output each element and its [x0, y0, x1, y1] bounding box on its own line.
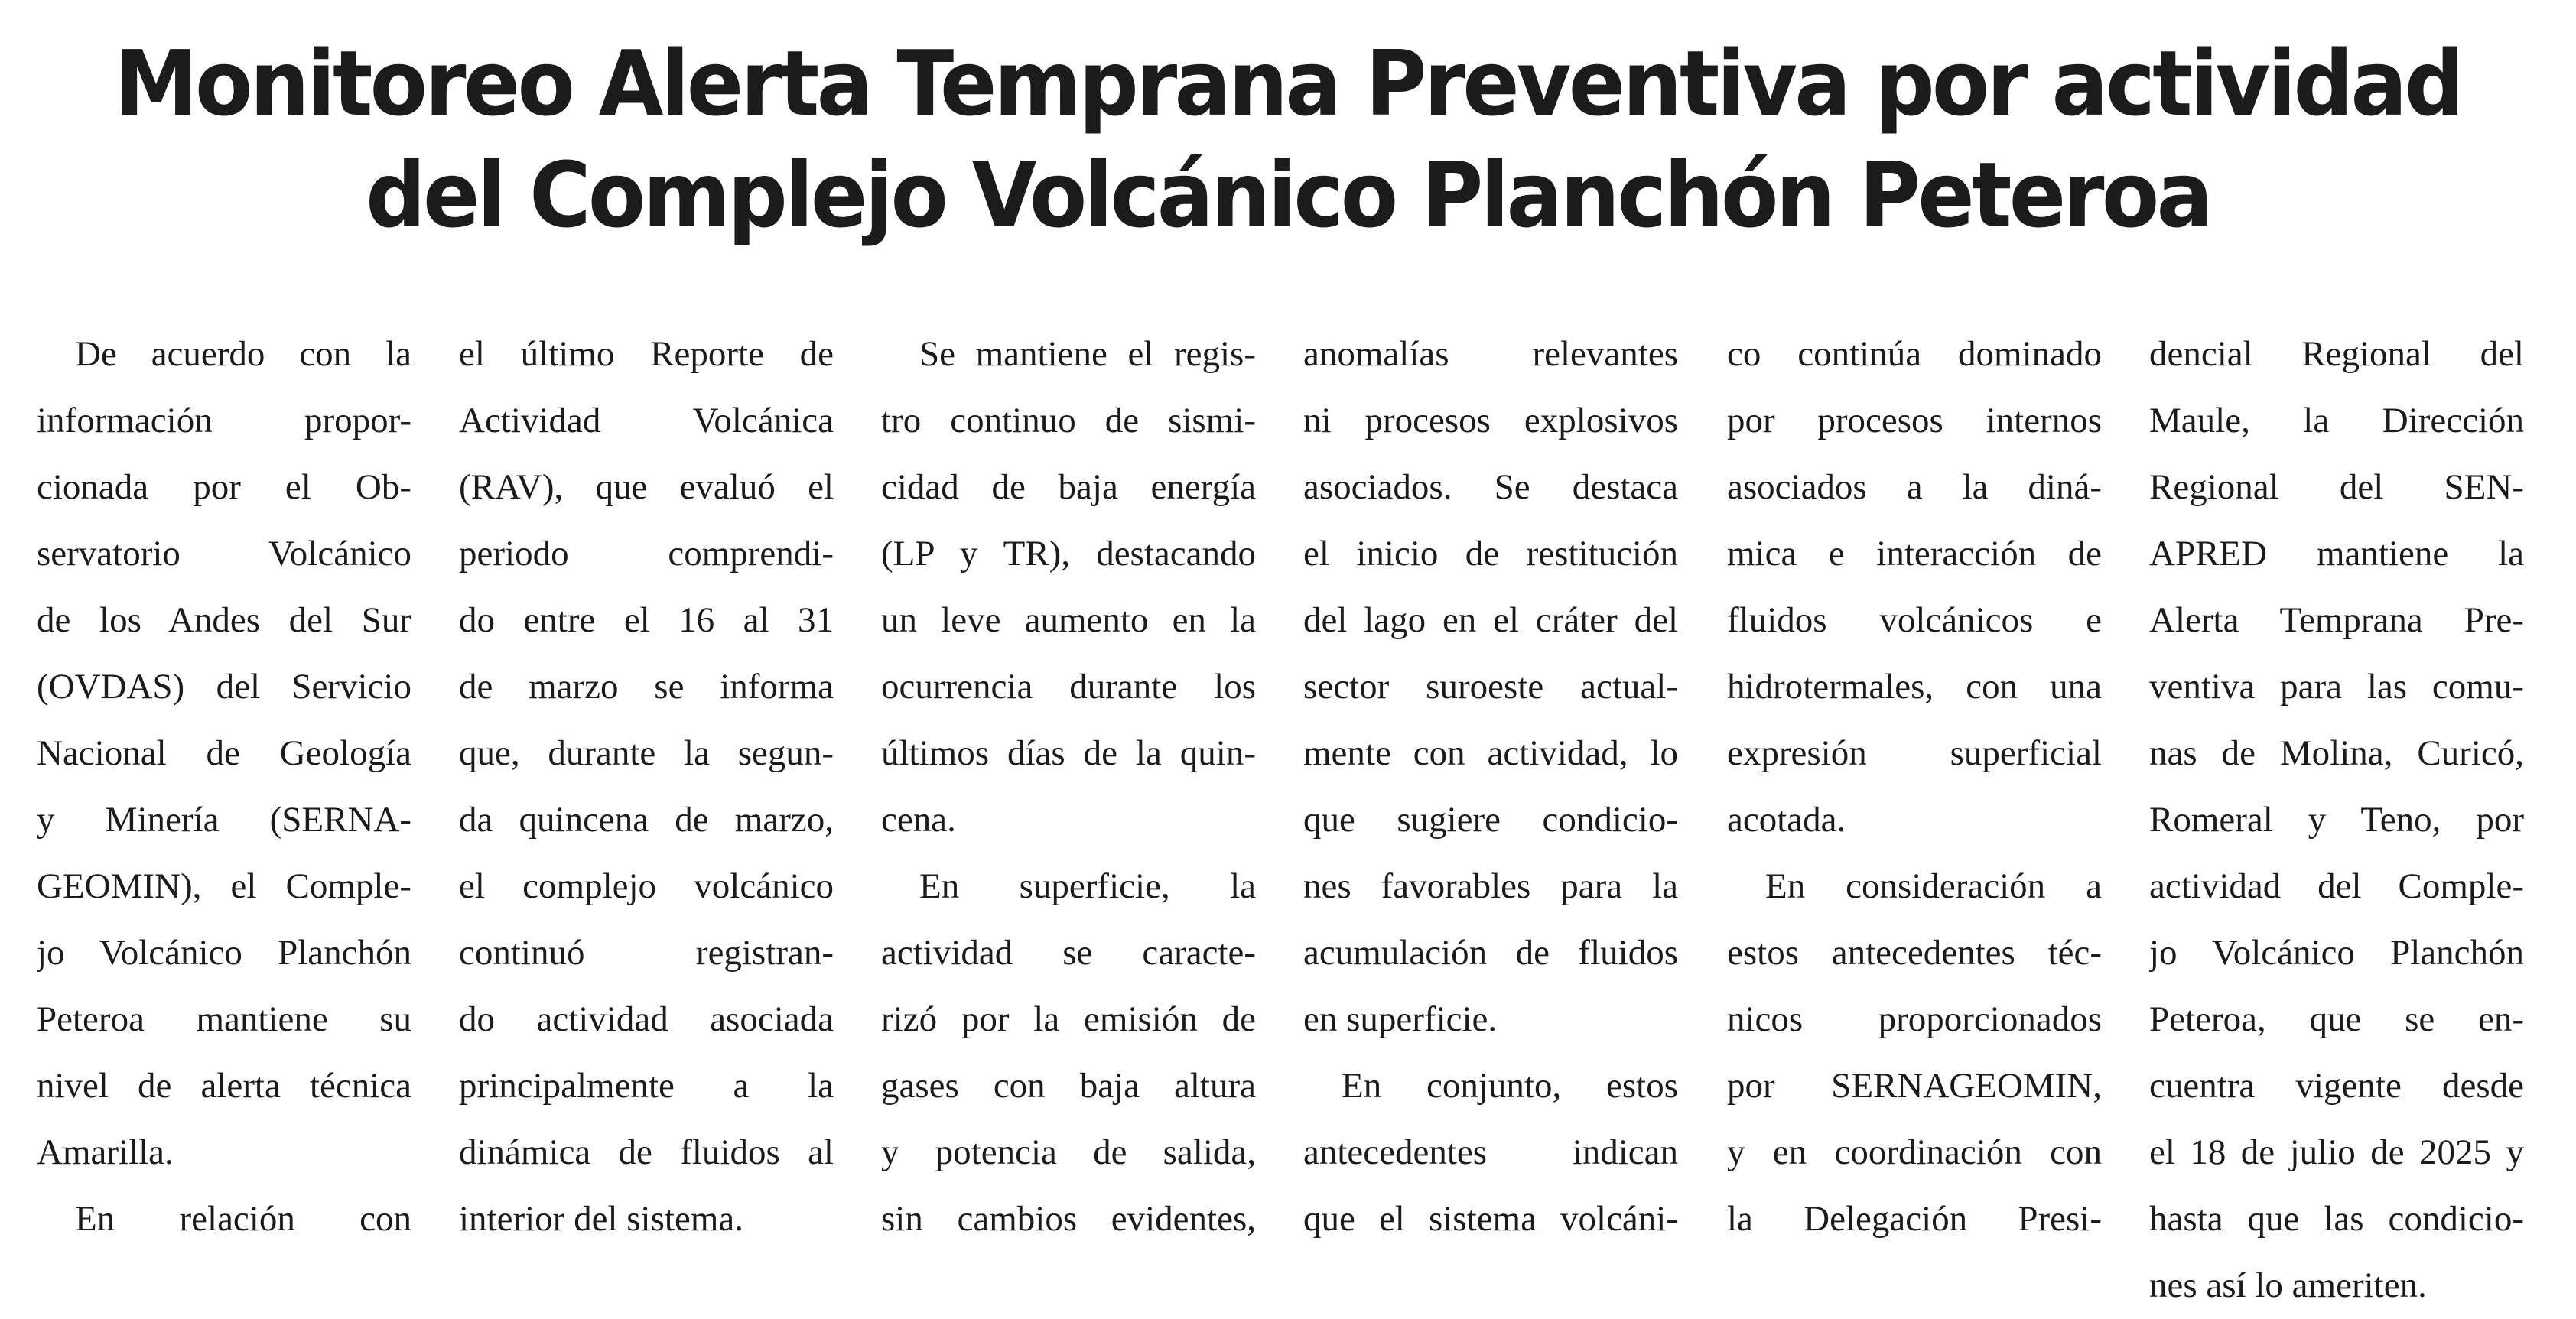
- text-line: co continúa dominado: [1727, 334, 2102, 374]
- text-line: información propor-: [37, 401, 411, 440]
- text-line: (OVDAS) del Servicio: [37, 667, 411, 707]
- text-line: acotada.: [1727, 800, 1846, 840]
- text-line: En relación con: [75, 1199, 411, 1239]
- text-line: nes así lo ameriten.: [2149, 1265, 2427, 1305]
- text-line: acumulación de fluidos: [1303, 933, 1678, 973]
- text-line: que el sistema volcáni-: [1303, 1199, 1678, 1239]
- text-line: (LP y TR), destacando: [881, 534, 1256, 573]
- text-line: nicos proporcionados: [1727, 999, 2102, 1039]
- text-line: Maule, la Dirección: [2149, 401, 2524, 440]
- text-line: gases con baja altura: [881, 1066, 1256, 1106]
- article-headline: [90, 28, 2486, 251]
- text-line: antecedentes indican: [1303, 1132, 1678, 1172]
- text-line: ocurrencia durante los: [881, 667, 1256, 707]
- text-line: un leve aumento en la: [881, 600, 1256, 640]
- headline-line-1: Monitoreo Alerta Temprana Preventiva por actividad: [114, 31, 2462, 136]
- column-3: [881, 321, 1256, 1252]
- text-line: sector suroeste actual-: [1303, 667, 1678, 707]
- text-line: (RAV), que evaluó el: [459, 467, 834, 507]
- text-line: actividad se caracte-: [881, 933, 1256, 973]
- text-line: expresión superficial: [1727, 733, 2102, 773]
- text-line: y Minería (SERNA-: [37, 800, 411, 840]
- text-line: Alerta Temprana Pre-: [2149, 600, 2524, 640]
- text-line: nes favorables para la: [1303, 866, 1678, 906]
- text-line: nas de Molina, Curicó,: [2149, 733, 2524, 773]
- text-line: anomalías relevantes: [1303, 334, 1678, 374]
- text-line: Regional del SEN-: [2149, 467, 2524, 507]
- text-line: asociados a la diná-: [1727, 467, 2102, 507]
- text-line: ventiva para las comu-: [2149, 667, 2524, 707]
- text-line: APRED mantiene la: [2149, 534, 2524, 573]
- text-line: el complejo volcánico: [459, 866, 834, 906]
- text-line: da quincena de marzo,: [459, 800, 834, 840]
- column-5: [1727, 321, 2102, 1252]
- text-line: jo Volcánico Planchón: [2149, 933, 2524, 973]
- text-line: Actividad Volcánica: [459, 401, 834, 440]
- text-line: asociados. Se destaca: [1303, 467, 1678, 507]
- text-line: ni procesos explosivos: [1303, 401, 1678, 440]
- text-line: dencial Regional del: [2149, 334, 2524, 374]
- text-line: dinámica de fluidos al: [459, 1132, 834, 1172]
- text-line: el último Reporte de: [459, 334, 834, 374]
- text-line: periodo comprendi-: [459, 534, 834, 573]
- text-line: el inicio de restitución: [1303, 534, 1678, 573]
- column-4: [1303, 321, 1678, 1252]
- text-line: Nacional de Geología: [37, 733, 411, 773]
- text-line: mente con actividad, lo: [1303, 733, 1678, 773]
- text-line: En superficie, la: [919, 866, 1256, 906]
- article-body: [37, 321, 2553, 1305]
- text-line: hasta que las condicio-: [2149, 1199, 2524, 1239]
- text-line: GEOMIN), el Comple-: [37, 866, 411, 906]
- text-line: Se mantiene el regis-: [919, 334, 1256, 374]
- text-line: principalmente a la: [459, 1066, 834, 1106]
- text-line: en superficie.: [1303, 999, 1498, 1039]
- text-line: estos antecedentes téc-: [1727, 933, 2102, 973]
- text-line: rizó por la emisión de: [881, 999, 1256, 1039]
- column-6: [2149, 321, 2524, 1319]
- text-line: de marzo se informa: [459, 667, 834, 707]
- headline-line-2: del Complejo Volcánico Planchón Peteroa: [366, 142, 2210, 248]
- text-line: interior del sistema.: [459, 1199, 743, 1239]
- text-line: tro continuo de sismi-: [881, 401, 1256, 440]
- text-line: jo Volcánico Planchón: [37, 933, 411, 973]
- text-line: por SERNAGEOMIN,: [1727, 1066, 2102, 1106]
- column-2: [459, 321, 834, 1252]
- text-line: cena.: [881, 800, 956, 840]
- text-line: la Delegación Presi-: [1727, 1199, 2102, 1239]
- text-line: do actividad asociada: [459, 999, 834, 1039]
- column-1: [37, 321, 411, 1252]
- text-line: Peteroa, que se en-: [2149, 999, 2524, 1039]
- text-line: do entre el 16 al 31: [459, 600, 834, 640]
- text-line: el 18 de julio de 2025 y: [2149, 1132, 2524, 1172]
- text-line: y en coordinación con: [1727, 1132, 2102, 1172]
- text-line: de los Andes del Sur: [37, 600, 411, 640]
- text-line: Romeral y Teno, por: [2149, 800, 2524, 840]
- text-line: Amarilla.: [37, 1132, 174, 1172]
- text-line: hidrotermales, con una: [1727, 667, 2102, 707]
- text-line: fluidos volcánicos e: [1727, 600, 2102, 640]
- text-line: cidad de baja energía: [881, 467, 1256, 507]
- text-line: por procesos internos: [1727, 401, 2102, 440]
- text-line: últimos días de la quin-: [881, 733, 1256, 773]
- text-line: servatorio Volcánico: [37, 534, 411, 573]
- text-line: que sugiere condicio-: [1303, 800, 1678, 840]
- text-line: nivel de alerta técnica: [37, 1066, 411, 1106]
- text-line: continuó registran-: [459, 933, 834, 973]
- text-line: sin cambios evidentes,: [881, 1199, 1256, 1239]
- text-line: mica e interacción de: [1727, 534, 2102, 573]
- text-line: del lago en el cráter del: [1303, 600, 1678, 640]
- text-line: y potencia de salida,: [881, 1132, 1256, 1172]
- text-line: En conjunto, estos: [1342, 1066, 1678, 1106]
- text-line: que, durante la segun-: [459, 733, 834, 773]
- text-line: actividad del Comple-: [2149, 866, 2524, 906]
- text-line: cionada por el Ob-: [37, 467, 411, 507]
- text-line: De acuerdo con la: [75, 334, 411, 374]
- text-line: cuentra vigente desde: [2149, 1066, 2524, 1106]
- text-line: Peteroa mantiene su: [37, 999, 411, 1039]
- text-line: En consideración a: [1765, 866, 2102, 906]
